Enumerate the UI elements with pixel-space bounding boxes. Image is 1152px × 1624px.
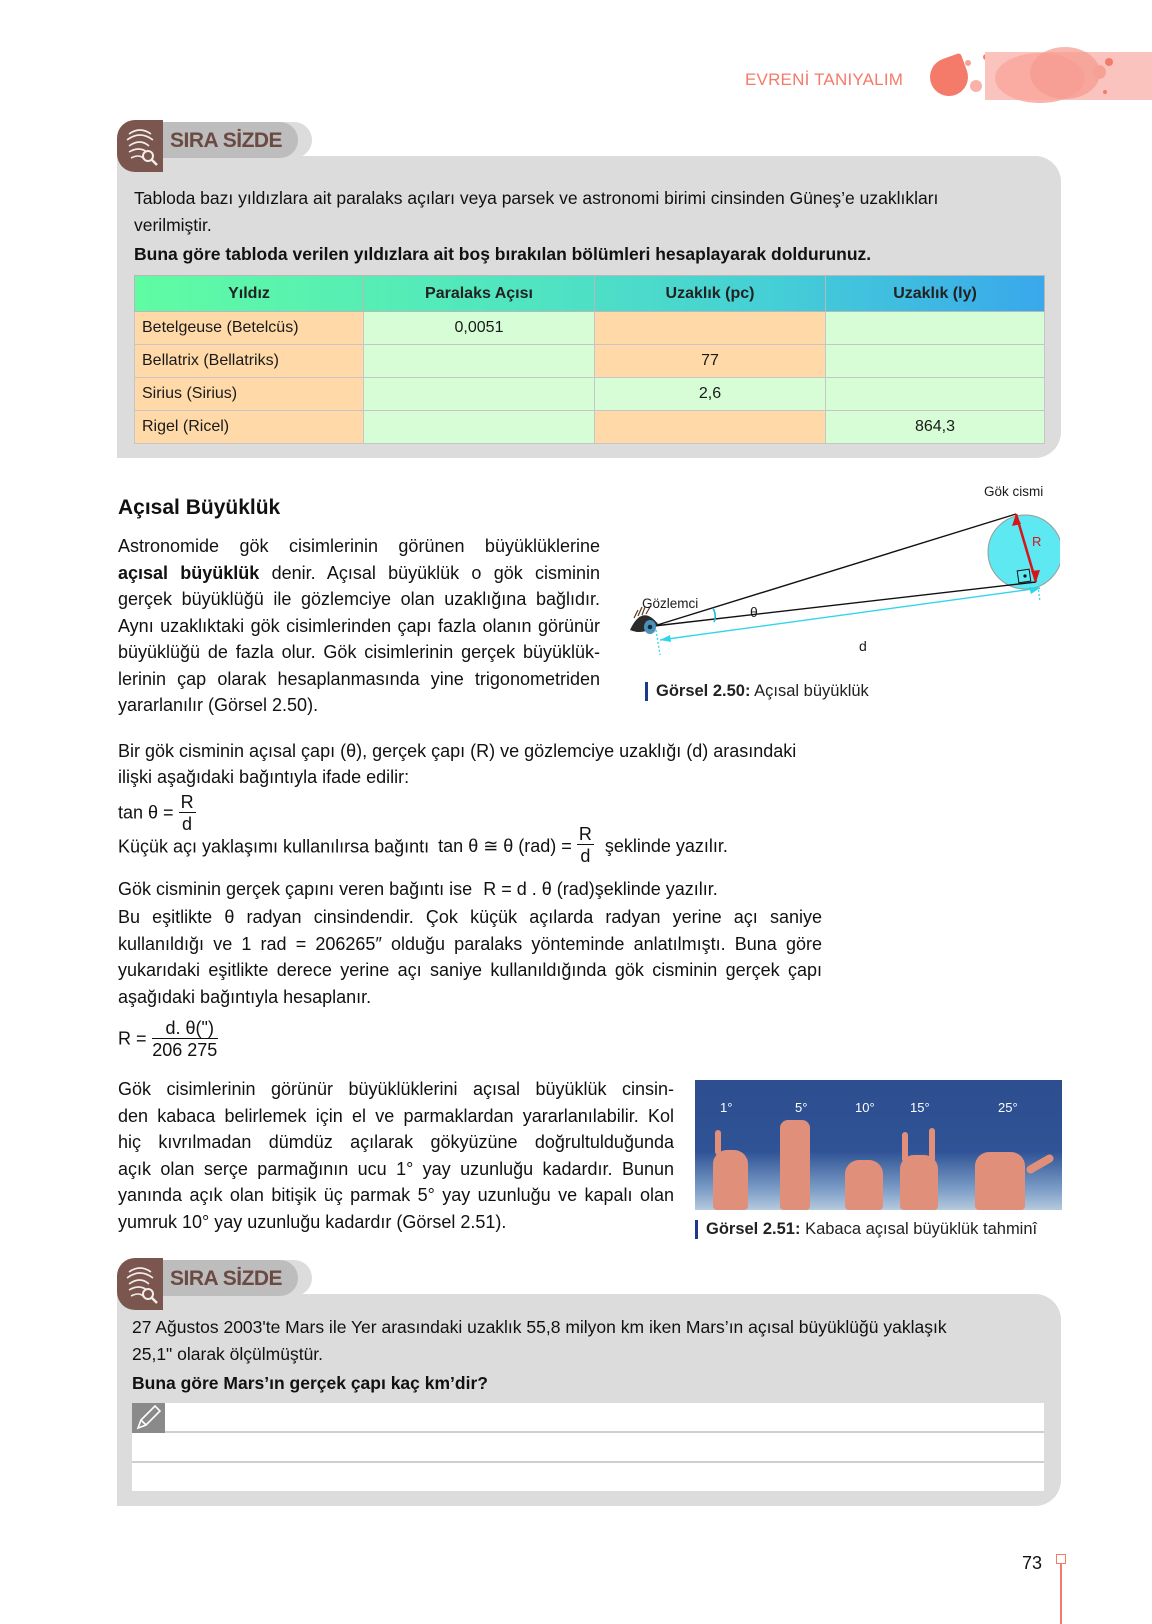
real-diameter-suffix: şeklinde yazılır. — [594, 879, 718, 899]
cell-distance-ly[interactable] — [826, 312, 1045, 345]
real-diameter-formula: R = d . θ (rad) — [483, 879, 595, 899]
caption-label: Görsel 2.51: — [706, 1220, 801, 1238]
cell-parallax[interactable] — [364, 378, 595, 411]
cell-star: Sirius (Sirius) — [135, 378, 364, 411]
para2-line1: Bir gök cisminin açısal çapı (θ), gerçek çapı (R) ve gözlemciye uzaklığı (d) arasındaki — [118, 741, 797, 761]
para1-line: gerçek büyüklüğü ile gözlemciye olan uzaklığına bağlıdır. — [118, 589, 600, 609]
para4-line: den kabaca belirlemek için el ve parmaklardan yararlanılabilir. Kol — [118, 1105, 674, 1126]
col-header-distance-pc: Uzaklık (pc) — [595, 276, 826, 312]
hand-25-degree — [975, 1152, 1025, 1210]
hand-15-degree — [900, 1155, 938, 1210]
para1-line-text: denir. Açısal büyüklük o gök cisminin — [271, 562, 600, 583]
hand-5-degree — [780, 1120, 810, 1210]
table-row — [135, 378, 1045, 411]
small-angle-suffix: şeklinde yazılır. — [604, 836, 728, 857]
cell-distance-ly[interactable] — [826, 378, 1045, 411]
label-observer: Gözlemci — [642, 596, 699, 611]
activity1-instruction: Buna göre tabloda verilen yıldızlara ait boş bırakılan bölümleri hesaplayarak doldurunuz. — [134, 244, 872, 264]
formula-arcsec — [118, 1018, 218, 1061]
cell-distance-ly[interactable] — [826, 345, 1045, 378]
cell-distance-pc[interactable] — [595, 312, 826, 345]
cell-distance-ly: 864,3 — [826, 411, 1045, 444]
table-row — [135, 312, 1045, 345]
fraction — [577, 824, 594, 867]
caption-text: Kabaca açısal büyüklük tahminî — [805, 1220, 1038, 1238]
stars-table — [134, 275, 1045, 444]
activity1-intro-line2: verilmiştir. — [134, 215, 212, 235]
real-diameter-text: Gök cisminin gerçek çapını veren bağıntı ise — [118, 879, 473, 899]
figure-2-50-caption — [645, 682, 869, 701]
section-paragraph-3 — [118, 904, 822, 1010]
finger — [902, 1132, 908, 1162]
degree-label: 5° — [795, 1100, 808, 1115]
cell-distance-pc[interactable] — [595, 411, 826, 444]
caption-label: Görsel 2.50: — [656, 682, 751, 700]
degree-label: 10° — [855, 1100, 875, 1115]
figure-2-50-diagram — [620, 484, 1060, 670]
cell-distance-pc: 77 — [595, 345, 826, 378]
col-header-distance-ly: Uzaklık (ly) — [826, 276, 1045, 312]
finger — [929, 1128, 935, 1162]
para1-line: Astronomide gök cisimlerinin görünen büyüklüklerine — [118, 536, 600, 556]
para3-line: Bu eşitlikte θ radyan cinsindendir. Çok küçük açılarda radyan yerine açı saniye — [118, 907, 822, 927]
para1-line: Aynı uzaklıktaki gök cisimlerinden çapı fazla olanın görünür — [118, 615, 600, 636]
activity2-question: Buna göre Mars’ın gerçek çapı kaç km’dir? — [132, 1373, 488, 1393]
page-number: 73 — [1022, 1553, 1043, 1573]
fingerprint-search-icon — [117, 120, 163, 172]
cell-distance-pc: 2,6 — [595, 378, 826, 411]
table-header-row — [135, 276, 1045, 312]
denominator: d — [182, 814, 193, 834]
pencil-icon — [132, 1403, 165, 1433]
section-header-title: EVRENİ TANIYALIM — [745, 70, 904, 89]
denominator: 206 275 — [152, 1040, 218, 1060]
activity2-badge-label: SIRA SİZDE — [170, 1267, 283, 1290]
para4-line: hiç kıvrılmadan dümdüz açılarak gökyüzüne doğrultulduğunda — [118, 1132, 674, 1152]
page-marker-line — [1060, 1564, 1062, 1624]
fraction — [152, 1018, 218, 1061]
para1-line — [118, 560, 600, 587]
para4-line: yumruk 10° yay uzunluğu kadardır (Görsel 2.51). — [118, 1211, 507, 1232]
hand-10-degree — [845, 1160, 883, 1210]
formula-lhs: R = — [118, 1028, 147, 1049]
cell-star: Bellatrix (Bellatriks) — [135, 345, 364, 378]
table-row — [135, 345, 1045, 378]
para1-line: yararlanılır (Görsel 2.50). — [118, 695, 319, 715]
activity2-text-line2: 25,1" olarak ölçülmüştür. — [132, 1344, 324, 1364]
col-header-parallax: Paralaks Açısı — [364, 276, 595, 312]
bold-term: açısal büyüklük — [118, 562, 260, 583]
denominator: d — [580, 846, 591, 866]
real-diameter-line — [118, 876, 718, 903]
para3-line: kullanıldığı ve 1 rad = 206265″ olduğu paralaks yönteminde anlatılmıştı. Buna göre — [118, 933, 822, 954]
numerator: R — [180, 792, 194, 812]
numerator: d. θ(") — [152, 1018, 218, 1039]
page-marker — [1056, 1554, 1066, 1564]
cell-star: Rigel (Ricel) — [135, 411, 364, 444]
cell-parallax[interactable] — [364, 411, 595, 444]
figure-2-51-hands-image — [695, 1080, 1062, 1210]
section-paragraph-1 — [118, 533, 600, 719]
para4-line: Gök cisimlerinin görünür büyüklüklerini açısal büyüklük cinsin- — [118, 1079, 674, 1099]
cell-star: Betelgeuse (Betelcüs) — [135, 312, 364, 345]
para1-line: lerinin çap olarak hesaplanmasında yine trigonometriden — [118, 668, 600, 689]
caption-text: Açısal büyüklük — [754, 682, 869, 700]
hand-1-degree — [713, 1150, 748, 1210]
para3-line: yukarıdaki eşitlikte derece yerine açı saniye kullanıldığında gök cisminin gerçek çapı — [118, 960, 822, 980]
para2-line2: ilişki aşağıdaki bağıntıyla ifade edilir: — [118, 767, 410, 787]
finger — [715, 1130, 721, 1155]
degree-label: 1° — [720, 1100, 733, 1115]
label-theta: θ — [750, 604, 758, 620]
table-row — [135, 411, 1045, 444]
small-angle-line — [118, 824, 728, 867]
activity1-intro-line1: Tabloda bazı yıldızlara ait paralaks açıları veya parsek ve astronomi birimi cinsinden Güneş’e uzaklıkları — [134, 188, 939, 208]
small-angle-prefix: Küçük açı yaklaşımı kullanılırsa bağıntı — [118, 836, 430, 857]
section-title: Açısal Büyüklük — [118, 496, 281, 519]
para4-line: açık olan serçe parmağının ucu 1° yay uzunluğu kadardır. Bunun — [118, 1158, 674, 1179]
eye-icon — [630, 607, 658, 634]
numerator: R — [578, 824, 592, 844]
degree-label: 15° — [910, 1100, 930, 1115]
answer-line-1[interactable] — [132, 1403, 1044, 1433]
figure-2-51-caption — [695, 1220, 1037, 1239]
formula-lhs: tan θ = — [118, 802, 174, 823]
para4-line: yanında açık olan bitişik üç parmak 5° yay uzunluğu ve kapalı olan — [118, 1185, 674, 1205]
answer-line-3[interactable] — [132, 1463, 1044, 1491]
cell-parallax: 0,0051 — [364, 312, 595, 345]
activity2-text-line1: 27 Ağustos 2003'te Mars ile Yer arasındaki uzaklık 55,8 milyon km iken Mars’ın açısal büyüklüğü yaklaşık — [132, 1317, 947, 1337]
header-decoration — [925, 50, 1152, 105]
label-d: d — [859, 638, 867, 654]
activity1-badge-label: SIRA SİZDE — [170, 129, 283, 152]
col-header-star: Yıldız — [135, 276, 364, 312]
label-R: R — [1032, 534, 1042, 549]
answer-line-2[interactable] — [132, 1433, 1044, 1463]
section-paragraph-4 — [118, 1076, 674, 1235]
para1-line: büyüklüğü de fazla olur. Gök cisimlerinin gerçek büyüklük- — [118, 642, 600, 662]
cell-parallax[interactable] — [364, 345, 595, 378]
finger — [1025, 1153, 1055, 1175]
degree-label: 25° — [998, 1100, 1018, 1115]
label-object: Gök cismi — [984, 484, 1044, 499]
small-angle-formula: tan θ ≅ θ (rad) = — [438, 836, 572, 857]
fingerprint-search-icon — [117, 1258, 163, 1310]
para3-line: aşağıdaki bağıntıyla hesaplanır. — [118, 986, 372, 1007]
